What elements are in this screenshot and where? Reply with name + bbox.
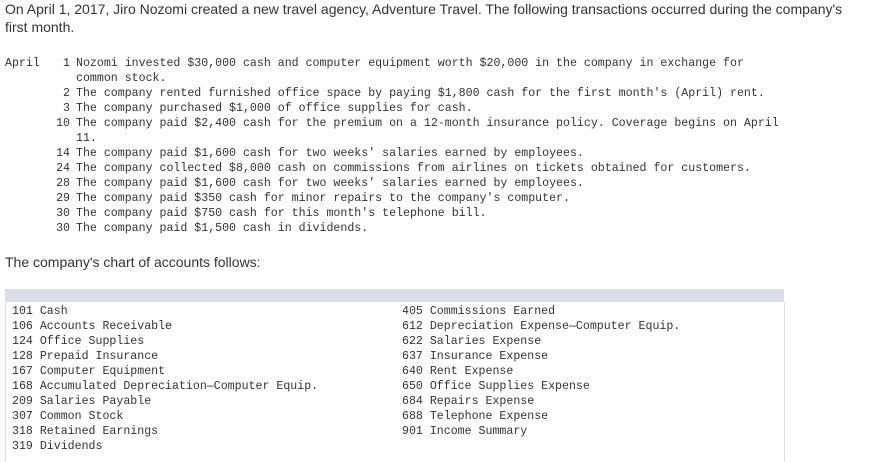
accounts-column-right xyxy=(402,304,680,439)
transactions-list xyxy=(5,56,867,236)
account-row: 405 Commissions Earned xyxy=(402,305,556,318)
transaction-row xyxy=(5,191,867,206)
transaction-day: 14 xyxy=(56,147,70,160)
transaction-row xyxy=(5,101,867,116)
transaction-text: The company paid $2,400 cash for the premium on a 12-month insurance policy. Coverage begins on April xyxy=(76,117,779,130)
transaction-row xyxy=(5,86,867,101)
account-row: 901 Income Summary xyxy=(402,425,528,438)
transaction-day: 3 xyxy=(63,102,70,115)
chart-of-accounts-heading: The company's chart of accounts follows: xyxy=(5,254,261,270)
account-row: 168 Accumulated Depreciation—Computer Equip. xyxy=(12,380,319,393)
account-row: 167 Computer Equipment xyxy=(12,365,166,378)
transaction-row xyxy=(5,56,867,71)
transaction-row xyxy=(5,116,867,131)
account-row: 684 Repairs Expense xyxy=(402,395,535,408)
transaction-text: The company paid $750 cash for this month's telephone bill. xyxy=(76,207,487,220)
transaction-text: The company collected $8,000 cash on commissions from airlines on tickets obtained for customers. xyxy=(76,162,751,175)
account-row: 640 Rent Expense xyxy=(402,365,514,378)
transaction-row xyxy=(5,146,867,161)
transaction-day: 28 xyxy=(56,177,70,190)
account-row: 319 Dividends xyxy=(12,440,103,453)
account-row: 650 Office Supplies Expense xyxy=(402,380,590,393)
transaction-day: 29 xyxy=(56,192,70,205)
account-row: 612 Depreciation Expense—Computer Equip. xyxy=(402,320,681,333)
transaction-row-continued xyxy=(5,71,867,86)
month-label: April xyxy=(5,57,40,70)
transaction-day: 10 xyxy=(56,117,70,130)
account-row: 209 Salaries Payable xyxy=(12,395,152,408)
transaction-row xyxy=(5,161,867,176)
account-row: 106 Accounts Receivable xyxy=(12,320,173,333)
accounts-column-left xyxy=(12,304,318,454)
transaction-day: 2 xyxy=(63,87,70,100)
account-row: 128 Prepaid Insurance xyxy=(12,350,159,363)
transaction-text: 11. xyxy=(76,132,97,145)
transaction-text: The company paid $350 cash for minor repairs to the company's computer. xyxy=(76,192,570,205)
intro-paragraph: On April 1, 2017, Jiro Nozomi created a new travel agency, Adventure Travel. The following transactions occurred during the company's first month. xyxy=(5,1,843,35)
transaction-day: 1 xyxy=(63,57,70,70)
transaction-text: The company paid $1,600 cash for two weeks' salaries earned by employees. xyxy=(76,147,584,160)
transaction-row-continued xyxy=(5,131,867,146)
accounts-table-header xyxy=(5,289,784,302)
account-row: 318 Retained Earnings xyxy=(12,425,159,438)
account-row: 101 Cash xyxy=(12,305,68,318)
transaction-text: common stock. xyxy=(76,72,167,85)
transaction-row xyxy=(5,176,867,191)
transaction-row xyxy=(5,206,867,221)
account-row: 124 Office Supplies xyxy=(12,335,145,348)
transaction-text: The company paid $1,500 cash in dividends. xyxy=(76,222,369,235)
transaction-day: 30 xyxy=(56,207,70,220)
transaction-text: The company paid $1,600 cash for two weeks' salaries earned by employees. xyxy=(76,177,584,190)
account-row: 622 Salaries Expense xyxy=(402,335,542,348)
account-row: 688 Telephone Expense xyxy=(402,410,549,423)
account-row: 307 Common Stock xyxy=(12,410,124,423)
transaction-day: 24 xyxy=(56,162,70,175)
transaction-row xyxy=(5,221,867,236)
transaction-text: The company rented furnished office space by paying $1,800 cash for the first month's (April) rent. xyxy=(76,87,765,100)
transaction-text: The company purchased $1,000 of office supplies for cash. xyxy=(76,102,473,115)
account-row: 637 Insurance Expense xyxy=(402,350,549,363)
transaction-text: Nozomi invested $30,000 cash and computer equipment worth $20,000 in the company in exchange for xyxy=(76,57,744,70)
transaction-day: 30 xyxy=(56,222,70,235)
